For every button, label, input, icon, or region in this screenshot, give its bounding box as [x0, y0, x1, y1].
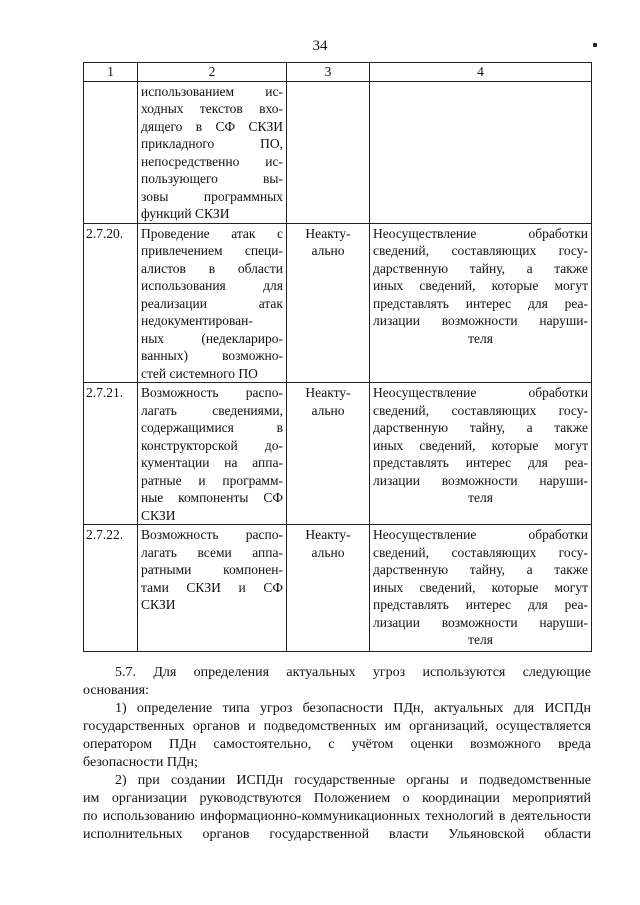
table-header-row: [84, 63, 592, 82]
table-row-2-7-20: [84, 223, 592, 383]
table-row-2-7-22: [84, 525, 592, 652]
description-line: Проведение атак с: [141, 225, 283, 241]
description-line: ные компоненты СФ: [141, 490, 283, 505]
paragraph-line: исполнительных органов государственной власти Ульяновской области: [83, 827, 591, 842]
threat-relevance-cell: [287, 525, 370, 652]
reason-line: дарственную тайну, а также: [373, 420, 588, 435]
description-line: использованием ис-: [141, 83, 283, 99]
reason-line: сведений, составляющих госу-: [373, 402, 588, 418]
description-line: СКЗИ: [141, 597, 176, 612]
description-line: прикладного ПО,: [141, 136, 283, 151]
reason-line: иных сведений, которые могут: [373, 437, 588, 453]
paragraph-line: государственных органов и подведомственных им организаций, осуществляется: [83, 719, 591, 734]
threats-table: [83, 62, 592, 652]
reason-line: иных сведений, которые могут: [373, 278, 588, 293]
description-line: лагать сведениями,: [141, 402, 283, 418]
relevance-line: Неакту-: [305, 527, 351, 542]
reason-line: теля: [468, 490, 493, 505]
reason-line: Неосуществление обработки: [373, 225, 588, 241]
reason-line: лизации возможности наруши-: [373, 614, 588, 630]
column-header-2: 2: [138, 63, 287, 82]
threat-description-cell: [138, 223, 287, 383]
paragraph-line: им организации руководствуются Положением о координации мероприятий: [83, 791, 591, 806]
reason-line: дарственную тайну, а также: [373, 260, 588, 276]
page-number: 34: [312, 38, 328, 54]
reason-line: Неосуществление обработки: [373, 527, 588, 542]
description-line: Возможность распо-: [141, 385, 283, 400]
threat-relevance-cell: [287, 81, 370, 223]
threat-description-cell: [138, 525, 287, 652]
reason-line: теля: [468, 632, 493, 647]
description-line: недокументирован-: [141, 313, 253, 328]
column-header-3: 3: [287, 63, 370, 82]
reason-line: лизации возможности наруши-: [373, 472, 588, 488]
relevance-line: ально: [311, 243, 345, 258]
scan-speck: [593, 43, 597, 47]
body-text: [83, 664, 591, 844]
description-line: дящего в СФ СКЗИ: [141, 118, 283, 134]
description-line: лагать всеми аппа-: [141, 544, 283, 560]
paragraph-line: 1) определение типа угроз безопасности ПДн, актуальных для ИСПДн: [115, 701, 591, 716]
column-header-1: 1: [84, 63, 138, 82]
relevance-line: Неакту-: [305, 225, 351, 241]
paragraph-line: оператором ПДн самостоятельно, с учётом оценки возможного вреда: [83, 737, 591, 752]
description-line: ных (недеклариро-: [141, 330, 283, 346]
relevance-line: Неакту-: [305, 385, 351, 400]
description-line: стей системного ПО: [141, 365, 258, 381]
table-row-continuation: [84, 81, 592, 223]
threat-id-cell: 2.7.21.: [84, 383, 138, 525]
threat-relevance-cell: [287, 383, 370, 525]
reason-line: теля: [468, 330, 493, 346]
reason-line: представлять интерес для реа-: [373, 455, 588, 470]
threat-relevance-cell: [287, 223, 370, 383]
paragraph-line: безопасности ПДн;: [83, 755, 198, 770]
description-line: пользующего вы-: [141, 171, 283, 186]
reason-line: Неосуществление обработки: [373, 385, 588, 400]
relevance-line: ально: [311, 544, 345, 560]
paragraph-line: 2) при создании ИСПДн государственные органы и подведомственные: [115, 773, 591, 788]
reason-line: представлять интерес для реа-: [373, 295, 588, 311]
threat-reason-cell: [370, 383, 592, 525]
threat-id-cell: [84, 81, 138, 223]
reason-line: дарственную тайну, а также: [373, 562, 588, 577]
table-row-2-7-21: [84, 383, 592, 525]
reason-line: представлять интерес для реа-: [373, 597, 588, 612]
column-header-4: 4: [370, 63, 592, 82]
description-line: ходных текстов вхо-: [141, 101, 283, 116]
paragraph-line: по использованию информационно-коммуникационных технологий в деятельности: [83, 809, 591, 824]
description-line: СКЗИ: [141, 507, 176, 523]
description-line: зовы программных: [141, 188, 283, 204]
paragraph-item-1: [83, 700, 591, 772]
description-line: привлечением специ-: [141, 243, 283, 258]
description-line: использования для: [141, 278, 283, 293]
description-line: Возможность распо-: [141, 527, 283, 542]
reason-line: лизации возможности наруши-: [373, 313, 588, 328]
description-line: ратные и программ-: [141, 472, 283, 488]
description-line: ратными компонен-: [141, 562, 283, 577]
relevance-line: ально: [311, 402, 345, 418]
description-line: содержащимися в: [141, 420, 283, 435]
threat-reason-cell: [370, 223, 592, 383]
reason-line: иных сведений, которые могут: [373, 579, 588, 595]
description-line: тами СКЗИ и СФ: [141, 579, 283, 595]
paragraph-5-7: [83, 664, 591, 700]
reason-line: сведений, составляющих госу-: [373, 544, 588, 560]
reason-line: сведений, составляющих госу-: [373, 243, 588, 258]
threat-reason-cell: [370, 81, 592, 223]
threat-id-cell: 2.7.22.: [84, 525, 138, 652]
description-line: конструкторской до-: [141, 437, 283, 453]
threat-description-cell: [138, 81, 287, 223]
description-line: непосредственно ис-: [141, 153, 283, 169]
description-line: алистов в области: [141, 260, 283, 276]
paragraph-item-2: [83, 772, 591, 844]
description-line: функций СКЗИ: [141, 206, 230, 221]
description-line: кументации на аппа-: [141, 455, 283, 470]
paragraph-line: основания:: [83, 683, 150, 698]
threat-reason-cell: [370, 525, 592, 652]
threat-id-cell: 2.7.20.: [84, 223, 138, 383]
threat-description-cell: [138, 383, 287, 525]
description-line: ванных) возможно-: [141, 348, 283, 363]
description-line: реализации атак: [141, 295, 283, 311]
paragraph-line: 5.7. Для определения актуальных угроз используются следующие: [115, 665, 591, 680]
